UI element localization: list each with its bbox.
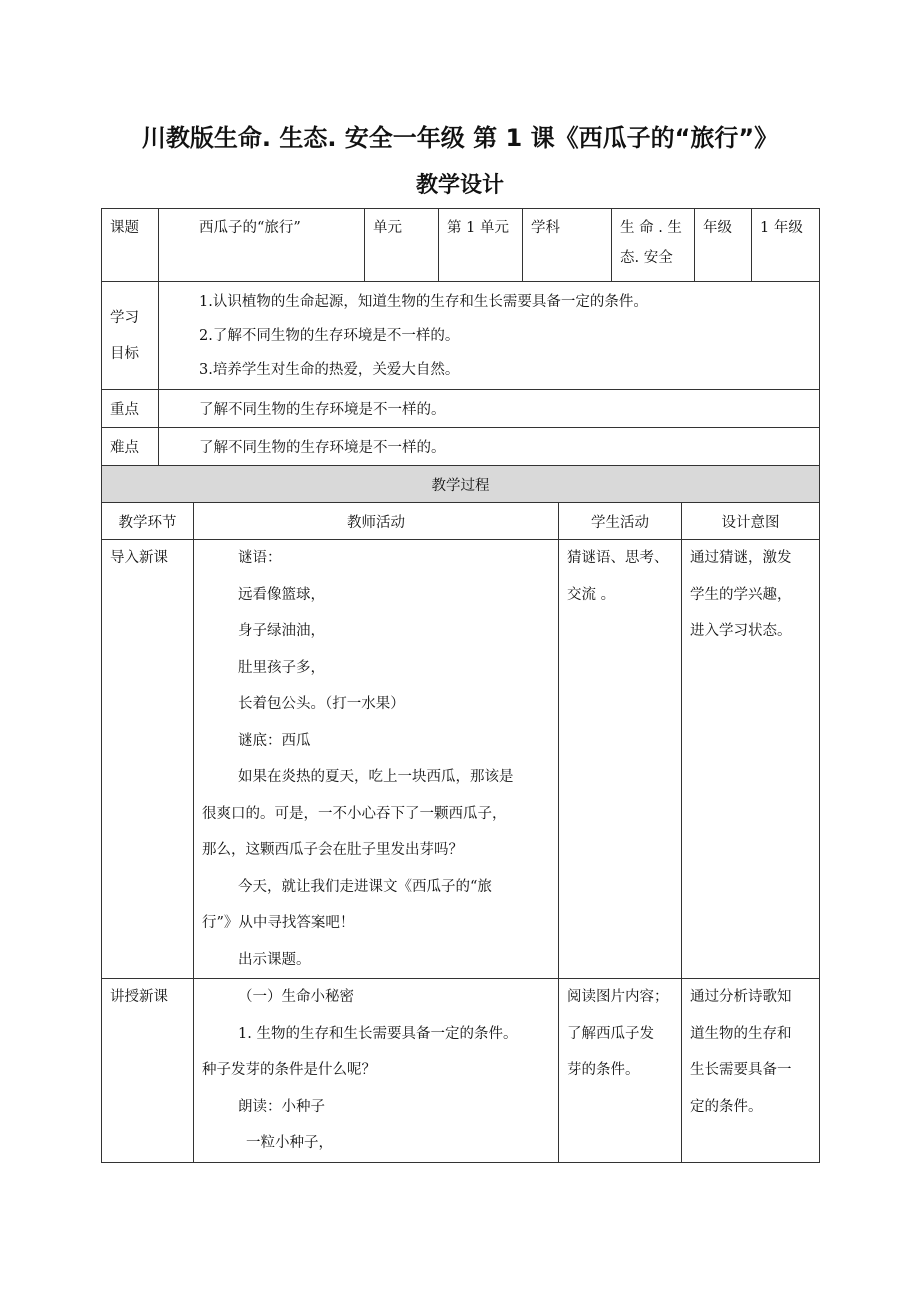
grade-value: 1 年级 xyxy=(760,220,803,236)
text-line: 交流 。 xyxy=(567,586,616,603)
table-row xyxy=(102,540,820,979)
document-subtitle: 教学设计 xyxy=(415,173,504,198)
stage-cell: 导入新课 xyxy=(110,550,168,566)
unit-value: 第 1 单元 xyxy=(447,220,509,236)
text-line: 朗读：小种子 xyxy=(238,1098,325,1115)
goals-label-line2: 目标 xyxy=(110,345,139,362)
text-line: 种子发芽的条件是什么呢？ xyxy=(202,1062,376,1078)
info-table xyxy=(101,208,820,466)
text-line: 道生物的生存和 xyxy=(690,1025,792,1042)
text-line: 芽的条件。 xyxy=(567,1062,640,1078)
student-activity xyxy=(559,979,681,1089)
difficulty-value: 了解不同生物的生存环境是不一样的。 xyxy=(199,440,446,456)
difficulty-label: 难点 xyxy=(110,440,139,456)
design-intent xyxy=(682,540,819,650)
text-line: 进入学习状态。 xyxy=(690,623,792,639)
text-line: 身子绿油油， xyxy=(238,623,325,639)
text-line: 谜底：西瓜 xyxy=(238,732,311,749)
text-line: 肚里孩子多， xyxy=(238,659,325,676)
topic-value: 西瓜子的“旅行” xyxy=(199,220,301,236)
teacher-activity xyxy=(194,540,558,978)
text-line: 了解西瓜子发 xyxy=(567,1025,654,1042)
text-line: 一粒小种子， xyxy=(246,1135,333,1151)
topic-label: 课题 xyxy=(110,220,139,236)
subject-value-line1: 生 命 . 生 xyxy=(620,220,682,236)
subject-value-line2: 态. 安全 xyxy=(620,250,673,266)
process-table xyxy=(101,465,820,1163)
text-line: 谜语： xyxy=(238,550,282,566)
design-intent xyxy=(682,979,819,1125)
subject-value xyxy=(612,209,694,273)
text-line: 如果在炎热的夏天，吃上一块西瓜，那该是 xyxy=(238,769,514,785)
key-point-label: 重点 xyxy=(110,402,139,418)
text-line: 生长需要具备一 xyxy=(690,1062,792,1078)
text-line: 猜谜语、思考、 xyxy=(567,550,669,566)
teacher-activity xyxy=(194,979,558,1162)
text-line: 出示课题。 xyxy=(238,951,311,968)
text-line: 通过分析诗歌知 xyxy=(690,989,792,1005)
student-activity xyxy=(559,540,681,613)
text-line: 1. 生物的生存和生长需要具备一定的条件。 xyxy=(238,1025,518,1042)
column-header-student: 学生活动 xyxy=(591,514,649,531)
text-line: 很爽口的。可是，一不小心吞下了一颗西瓜子， xyxy=(202,805,507,822)
text-line: 那么，这颗西瓜子会在肚子里发出芽吗？ xyxy=(202,842,463,858)
goal-item: 2.了解不同生物的生存环境是不一样的。 xyxy=(199,328,460,344)
column-header-intent: 设计意图 xyxy=(721,514,780,531)
goal-item: 3.培养学生对生命的热爱，关爱大自然。 xyxy=(199,362,460,378)
unit-label: 单元 xyxy=(373,220,402,236)
goals-label xyxy=(102,300,158,372)
goals-list xyxy=(159,282,819,387)
goals-label-line1: 学习 xyxy=(110,309,139,326)
key-point-value: 了解不同生物的生存环境是不一样的。 xyxy=(199,402,446,418)
text-line: 远看像篮球， xyxy=(238,586,325,603)
text-line: 通过猜谜，激发 xyxy=(690,550,792,566)
text-line: 今天，就让我们走进课文《西瓜子的“旅 xyxy=(238,878,492,895)
process-header: 教学过程 xyxy=(431,477,490,494)
stage-cell: 讲授新课 xyxy=(110,989,168,1005)
document-title: 川教版生命. 生态. 安全一年级 第 1 课《西瓜子的“旅行”》 xyxy=(141,124,779,152)
text-line: 阅读图片内容； xyxy=(567,989,669,1005)
text-line: 长着包公头。（打一水果） xyxy=(238,696,405,712)
goal-item: 1.认识植物的生命起源，知道生物的生存和生长需要具备一定的条件。 xyxy=(199,294,648,310)
text-line: 学生的学兴趣， xyxy=(690,586,792,603)
text-line: 行”》从中寻找答案吧！ xyxy=(202,915,355,931)
subject-label: 学科 xyxy=(531,220,560,236)
text-line: （一）生命小秘密 xyxy=(238,989,354,1005)
column-header-stage: 教学环节 xyxy=(118,514,177,531)
table-row xyxy=(102,979,820,1163)
grade-label: 年级 xyxy=(703,220,732,236)
text-line: 定的条件。 xyxy=(690,1098,763,1115)
column-header-teacher: 教师活动 xyxy=(347,514,405,531)
